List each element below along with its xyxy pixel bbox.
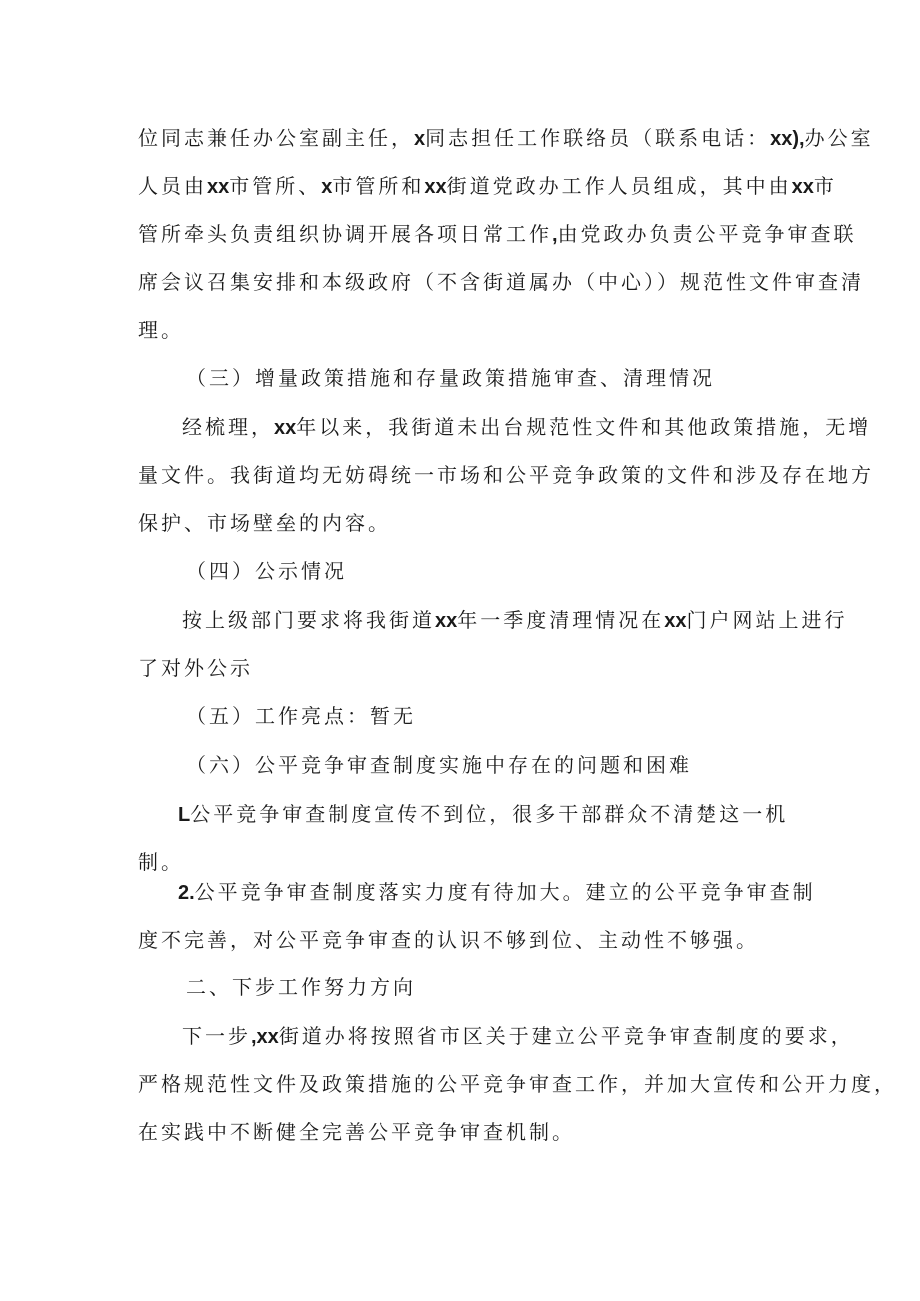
text-line: 保护、市场壁垒的内容。	[138, 511, 391, 535]
section-heading: （三）增量政策措施和存量政策措施审查、清理情况	[186, 366, 715, 390]
text-line: 经梳理，xx年以来，我街道未出台规范性文件和其他政策措施，无增	[182, 415, 872, 439]
list-item: L公平竞争审查制度宣传不到位，很多干部群众不清楚这一机	[178, 802, 789, 826]
text-line: 管所牵头负责组织协调开展各项日常工作,由党政办负责公平竞争审查联	[138, 222, 857, 246]
text-line: 度不完善，对公平竞争审查的认识不够到位、主动性不够强。	[138, 928, 759, 952]
text-line: 在实践中不断健全完善公平竞争审查机制。	[138, 1120, 575, 1144]
text-line: 制。	[138, 850, 184, 874]
list-item: 2.公平竞争审查制度落实力度有待加大。建立的公平竞争审查制	[178, 880, 816, 904]
text-line: 了对外公示	[138, 656, 253, 680]
text-line: 严格规范性文件及政策措施的公平竞争审查工作，并加大宣传和公开力度，	[138, 1072, 897, 1096]
text-line: 下一步,xx街道办将按照省市区关于建立公平竞争审查制度的要求，	[182, 1024, 854, 1048]
text-line: 席会议召集安排和本级政府（不含街道属办（中心））规范性文件审查清	[138, 270, 864, 294]
section-heading: （六）公平竞争审查制度实施中存在的问题和困难	[186, 753, 692, 777]
text-line: 人员由xx市管所、x市管所和xx街道党政办工作人员组成，其中由xx市	[138, 174, 837, 198]
text-line: 量文件。我街道均无妨碍统一市场和公平竞争政策的文件和涉及存在地方	[138, 463, 874, 487]
text-line: 按上级部门要求将我街道xx年一季度清理情况在xx门户网站上进行	[182, 608, 848, 632]
text-line: 理。	[138, 318, 184, 342]
section-heading: （五）工作亮点：暂无	[186, 704, 416, 728]
section-heading: （四）公示情况	[186, 559, 347, 583]
section-heading: 二、下步工作努力方向	[186, 975, 416, 999]
text-line: 位同志兼任办公室副主任，x同志担任工作联络员（联系电话：xx),办公室	[138, 126, 874, 150]
